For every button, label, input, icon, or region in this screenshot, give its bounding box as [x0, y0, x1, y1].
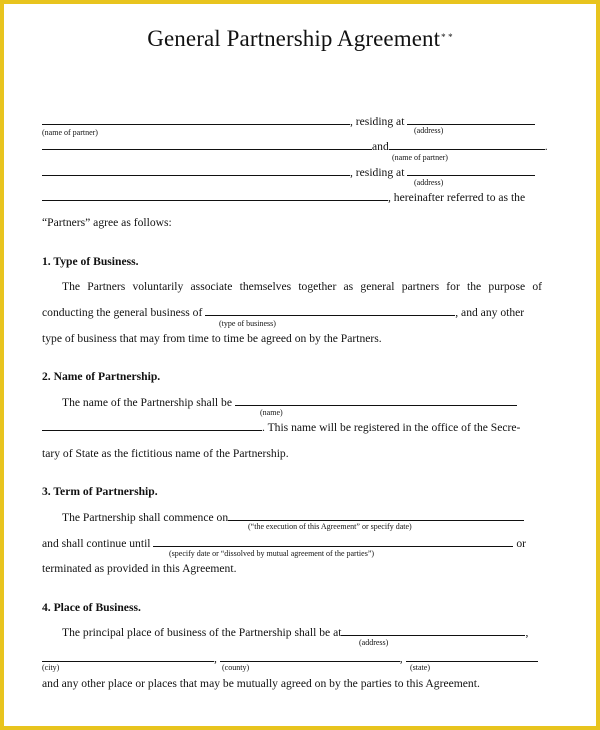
- business-address-blank[interactable]: [341, 626, 525, 636]
- county-blank[interactable]: [220, 652, 400, 662]
- section-3-line-2: and shall continue until or: [42, 537, 526, 550]
- city-blank[interactable]: [42, 652, 214, 662]
- section-4-line-2: , ,: [42, 652, 538, 666]
- partner-2-residing-line: , residing at: [42, 166, 535, 180]
- cap-city: (city): [42, 663, 60, 672]
- section-1-heading: 1. Type of Business.: [42, 255, 139, 268]
- section-4-line-3: and any other place or places that may be mutually agreed on by the parties to this Agreement.: [42, 677, 480, 690]
- cap-commence: (“the execution of this Agreement” or specify date): [248, 522, 412, 531]
- hereinafter-line: , hereinafter referred to as the: [42, 191, 525, 205]
- title-mark: * *: [441, 32, 453, 42]
- partner-1-address-cont-blank[interactable]: [42, 140, 372, 150]
- cap-name-of-partner: (name of partner): [42, 128, 98, 137]
- partnership-name-cont-blank[interactable]: [42, 421, 262, 431]
- cap-name-of-partner-2: (name of partner): [392, 153, 448, 162]
- cap-address-2: (address): [414, 178, 444, 187]
- document-title: General Partnership Agreement* *: [147, 26, 453, 51]
- partner-1-address-blank[interactable]: [407, 115, 535, 125]
- partner-2-address-blank[interactable]: [407, 166, 535, 176]
- partner-1-line: , residing at: [42, 115, 535, 129]
- section-2-heading: 2. Name of Partnership.: [42, 370, 161, 383]
- commence-date-blank[interactable]: [228, 511, 524, 521]
- partnership-name-blank[interactable]: [235, 396, 517, 406]
- cap-county: (county): [222, 663, 250, 672]
- section-3-heading: 3. Term of Partnership.: [42, 485, 158, 498]
- section-3-line-1: The Partnership shall commence on: [62, 511, 524, 525]
- section-1-line-2: conducting the general business of , and any other: [42, 306, 525, 319]
- partner-1-name-blank[interactable]: [42, 115, 350, 125]
- state-blank[interactable]: [406, 652, 538, 662]
- continue-until-blank[interactable]: [153, 537, 513, 547]
- partner-2-line: and .: [42, 140, 548, 154]
- cap-name: (name): [260, 408, 283, 417]
- cap-address: (address): [414, 126, 444, 135]
- partners-agree-text: “Partners” agree as follows:: [42, 216, 172, 229]
- section-1-line-3: type of business that may from time to time be agreed on by the Partners.: [42, 332, 382, 345]
- section-4-line-1: The principal place of business of the Partnership shall be at ,: [62, 626, 529, 639]
- type-of-business-blank[interactable]: [205, 306, 455, 316]
- cap-continue: (specify date or “dissolved by mutual agreement of the parties”): [169, 549, 375, 558]
- section-2-line-3: tary of State as the fictitious name of the Partnership.: [42, 447, 289, 460]
- section-3-line-3: terminated as provided in this Agreement.: [42, 562, 237, 575]
- section-2-line-1: The name of the Partnership shall be: [62, 396, 517, 410]
- partner-2-name-blank[interactable]: [389, 140, 545, 150]
- partner-2-name-cont-blank[interactable]: [42, 166, 350, 176]
- section-1-line-1: The Partners voluntarily associate themselves together as general partners for the purpose of: [62, 280, 542, 293]
- cap-type-of-business: (type of business): [219, 319, 276, 328]
- section-4-heading: 4. Place of Business.: [42, 601, 141, 614]
- section-2-line-2: . This name will be registered in the office of the Secre-: [42, 421, 520, 435]
- partner-2-address-cont-blank[interactable]: [42, 191, 388, 201]
- document-page: [4, 4, 596, 726]
- cap-address-business: (address): [359, 638, 389, 647]
- cap-state: (state): [410, 663, 430, 672]
